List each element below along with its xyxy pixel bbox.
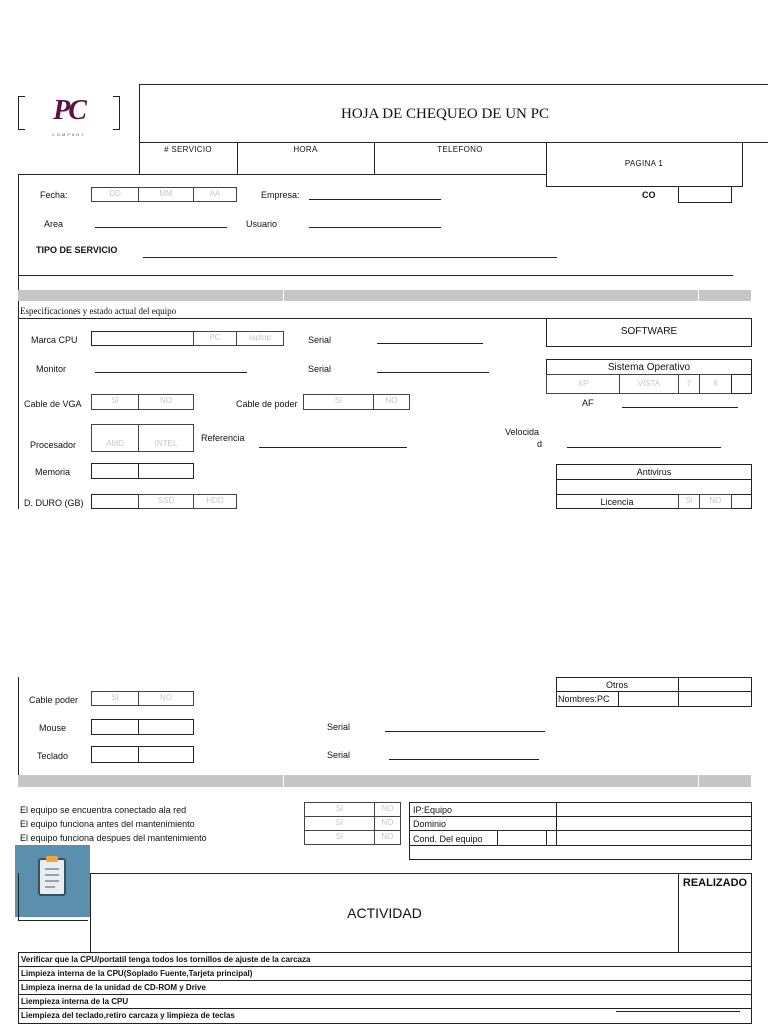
procesador-label: Procesador <box>30 440 77 450</box>
dduro-field[interactable] <box>91 494 139 509</box>
net-1-si[interactable]: SI <box>304 802 375 817</box>
referencia-field[interactable] <box>259 447 407 448</box>
teclado-field-1[interactable] <box>91 746 139 763</box>
section-specs-title: Especificaciones y estado actual del equipo <box>20 306 177 316</box>
marca-pc[interactable]: PC <box>193 331 237 346</box>
otros-label: Otros <box>605 680 628 690</box>
licencia-no[interactable]: NO <box>699 494 732 509</box>
cable-poder-si[interactable]: SI <box>303 394 374 410</box>
tipo-servicio-field[interactable] <box>143 257 557 258</box>
net-3-no[interactable]: NO <box>374 830 401 845</box>
activity-item-2: Limpieza interna de la CPU(Soplado Fuente,Tarjeta principal) <box>21 969 253 978</box>
dduro-label: D. DURO (GB) <box>24 498 84 508</box>
usuario-field[interactable] <box>309 227 441 228</box>
disk-ssd[interactable]: SSD <box>138 494 194 509</box>
cable-poder-no[interactable]: NO <box>373 394 410 410</box>
logo-mark: PC <box>53 95 85 126</box>
af-field[interactable] <box>622 407 738 408</box>
disk-hdd[interactable]: HDD <box>193 494 237 509</box>
cable-poder2-no[interactable]: NO <box>138 691 194 706</box>
realizado-label: REALIZADO <box>682 877 748 889</box>
monitor-field[interactable] <box>95 372 247 373</box>
fecha-mm[interactable]: MM <box>138 187 194 202</box>
proc-amd[interactable]: AMD <box>91 424 139 452</box>
marca-laptop[interactable]: laptop <box>236 331 284 346</box>
velocidad-label-1: Velocida <box>505 427 540 437</box>
logo-sub: COMPANY <box>52 132 86 137</box>
serial-cpu-field[interactable] <box>377 343 483 344</box>
cable-vga-no[interactable]: NO <box>138 394 194 410</box>
af-label: AF <box>582 398 594 408</box>
fecha-aa[interactable]: AA <box>193 187 237 202</box>
velocidad-label-2: d <box>537 439 543 449</box>
cable-vga-si[interactable]: SI <box>91 394 139 410</box>
col-servicio: # SERVICIO <box>164 145 212 154</box>
nombres-pc-label: Nombres:PC <box>558 694 610 704</box>
dominio-label: Dominio <box>413 819 447 829</box>
logo <box>18 95 120 137</box>
net-row-1: El equipo se encuentra conectado ala red <box>20 805 187 815</box>
net-2-no[interactable]: NO <box>374 816 401 831</box>
cable-poder2-si[interactable]: SI <box>91 691 139 706</box>
teclado-label: Teclado <box>37 751 69 761</box>
memoria-field-2[interactable] <box>138 463 194 479</box>
activity-item-3: Limpieza inerna de la unidad de CD-ROM y Drive <box>21 983 206 992</box>
serial-mouse-label: Serial <box>327 722 351 732</box>
antivirus-label: Antivirus <box>636 467 672 477</box>
serial-teclado-label: Serial <box>327 750 351 760</box>
separator-bar-2 <box>18 775 751 787</box>
mouse-label: Mouse <box>39 723 67 733</box>
net-1-no[interactable]: NO <box>374 802 401 817</box>
velocidad-field[interactable] <box>567 447 721 448</box>
so-xp[interactable]: XP <box>546 374 620 394</box>
activity-item-1: Verificar que la CPU/portatil tenga todos los tornillos de ajuste de la carcaza <box>21 955 311 964</box>
memoria-label: Memoria <box>35 467 71 477</box>
co-label: CO <box>642 190 656 200</box>
net-3-si[interactable]: SI <box>304 830 375 845</box>
proc-intel[interactable]: INTEL <box>138 424 194 452</box>
usuario-label: Usuario <box>246 219 278 229</box>
software-title: SOFTWARE <box>620 326 678 337</box>
actividad-title: ACTIVIDAD <box>347 905 422 921</box>
net-row-2: El equipo funciona antes del mantenimiento <box>20 819 195 829</box>
area-label: Area <box>44 219 64 229</box>
separator-bar <box>18 290 751 301</box>
memoria-field-1[interactable] <box>91 463 139 479</box>
teclado-field-2[interactable] <box>138 746 194 763</box>
col-hora: HORA <box>293 145 318 154</box>
licencia-si[interactable]: SI <box>678 494 700 509</box>
monitor-label: Monitor <box>36 364 67 374</box>
ip-equipo-label: IP:Equipo <box>413 805 453 815</box>
serial-cpu-label: Serial <box>308 335 332 345</box>
so-8[interactable]: 8 <box>699 374 732 394</box>
so-7[interactable]: 7 <box>678 374 700 394</box>
cable-vga-label: Cable de VGA <box>24 399 82 409</box>
fecha-dd[interactable]: DD <box>91 187 139 202</box>
cable-poder2-label: Cable poder <box>29 695 79 705</box>
activity-item-4: Liempieza interna de la CPU <box>21 997 129 1006</box>
tipo-servicio-label: TIPO DE SERVICIO <box>36 245 118 255</box>
marca-cpu-label: Marca CPU <box>31 335 78 345</box>
empresa-label: Empresa: <box>261 190 300 200</box>
so-vista[interactable]: VISTA <box>619 374 679 394</box>
cable-poder-label: Cable de poder <box>236 399 298 409</box>
mouse-field-1[interactable] <box>91 719 139 735</box>
cond-equipo-label: Cond. Del equipo <box>413 834 483 844</box>
referencia-label: Referencia <box>201 433 245 443</box>
empresa-field[interactable] <box>309 199 441 200</box>
net-2-si[interactable]: SI <box>304 816 375 831</box>
clipboard-icon <box>15 845 90 917</box>
serial-monitor-field[interactable] <box>377 372 489 373</box>
pagina-label: PAGINA 1 <box>624 159 664 168</box>
fecha-label: Fecha: <box>40 190 68 200</box>
net-row-3: El equipo funciona despues del mantenimiento <box>20 833 207 843</box>
mouse-field-2[interactable] <box>138 719 194 735</box>
licencia-label: Licencia <box>600 497 634 507</box>
area-field[interactable] <box>95 227 227 228</box>
serial-mouse-field[interactable] <box>385 731 545 732</box>
col-telefono: TELEFONO <box>437 145 483 154</box>
page-title: HOJA DE CHEQUEO DE UN PC <box>341 106 549 122</box>
antivirus-field[interactable] <box>556 479 752 495</box>
serial-teclado-field[interactable] <box>389 759 539 760</box>
so-label: Sistema Operativo <box>607 362 691 373</box>
serial-monitor-label: Serial <box>308 364 332 374</box>
marca-cpu-field[interactable] <box>91 331 194 346</box>
co-field[interactable] <box>678 186 732 203</box>
activity-item-5: Liempieza del teclado,retiro carcaza y limpieza de teclas <box>21 1011 235 1020</box>
